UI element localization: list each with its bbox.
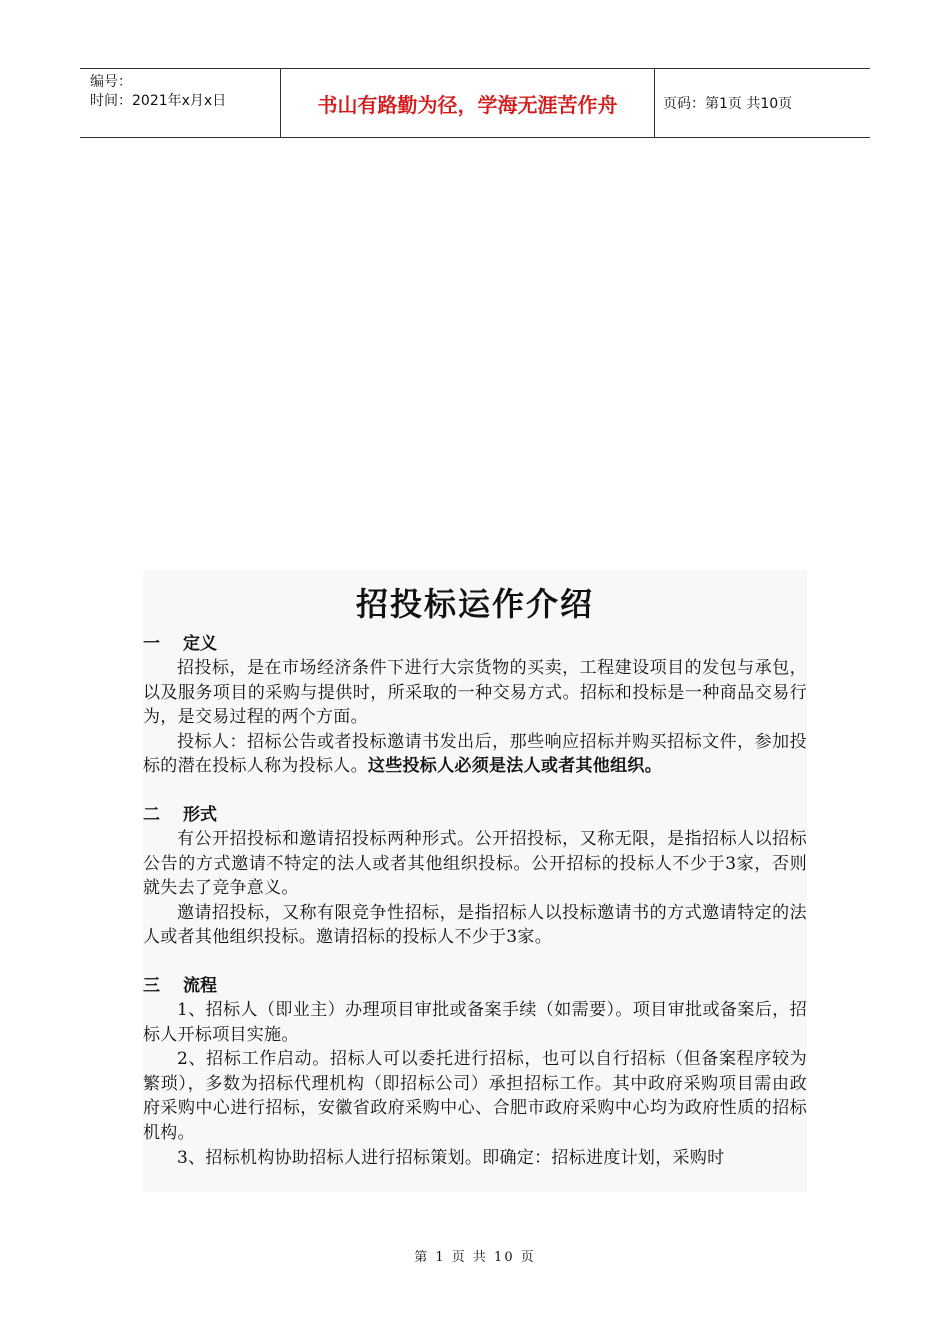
section-process	[143, 974, 807, 1170]
number-label: 编号：	[90, 74, 132, 90]
document-header	[80, 68, 870, 138]
section-heading	[143, 632, 807, 656]
paragraph: 3、招标机构协助招标人进行招标策划。即确定：招标进度计划，采购时	[177, 1147, 725, 1168]
section-heading	[143, 803, 807, 827]
article-title: 招投标运作介绍	[355, 585, 594, 623]
header-page-info: 页码：第1页 共10页	[663, 96, 793, 112]
page-footer: 第 1 页 共 10 页	[414, 1250, 536, 1265]
paragraph: 2、招标工作启动。招标人可以委托进行招标，也可以自行招标（但备案程序较为繁琐），多数为招标代理机构（即招标公司）承担招标工作。其中政府采购项目需由政府采购中心进行招标，安徽省政府采购中心、合肥市政府采购中心均为政府性质的招标机构。	[143, 1049, 807, 1143]
section-title: 定义	[183, 634, 217, 654]
section-number: 一	[143, 634, 160, 654]
header-motto: 书山有路勤为径，学海无涯苦作舟	[281, 69, 655, 137]
section-heading	[143, 974, 807, 998]
section-definition	[143, 632, 807, 779]
paragraph: 1、招标人（即业主）办理项目审批或备案手续（如需要）。项目审批或备案后，招标人开标项目实施。	[143, 999, 807, 1045]
header-meta	[80, 69, 281, 137]
section-forms	[143, 803, 807, 950]
paragraph	[143, 730, 807, 779]
paragraph: 有公开招投标和邀请招投标两种形式。公开招投标，又称无限，是指招标人以招标公告的方式邀请不特定的法人或者其他组织投标。公开招标的投标人不少于3家，否则就失去了竞争意义。	[143, 828, 807, 899]
paragraph: 邀请招投标，又称有限竞争性招标，是指招标人以投标邀请书的方式邀请特定的法人或者其他组织投标。邀请招标的投标人不少于3家。	[143, 902, 807, 948]
time-label: 时间：2021年x月x日	[90, 93, 227, 109]
section-title: 形式	[183, 804, 217, 825]
paragraph: 招投标，是在市场经济条件下进行大宗货物的买卖，工程建设项目的发包与承包，以及服务项目的采购与提供时，所采取的一种交易方式。招标和投标是一种商品交易行为，是交易过程的两个方面。	[143, 658, 807, 728]
paragraph-text: 投标人：招标公告或者投标邀请书发出后，那些响应招标并购买招标文件，参加投标的潜在投标人称为投标人。	[143, 731, 807, 777]
article	[143, 570, 807, 1192]
section-number: 二	[143, 804, 160, 825]
section-number: 三	[143, 975, 160, 996]
section-title: 流程	[183, 975, 217, 996]
paragraph-emphasis: 这些投标人必须是法人或者其他组织。	[367, 756, 663, 777]
